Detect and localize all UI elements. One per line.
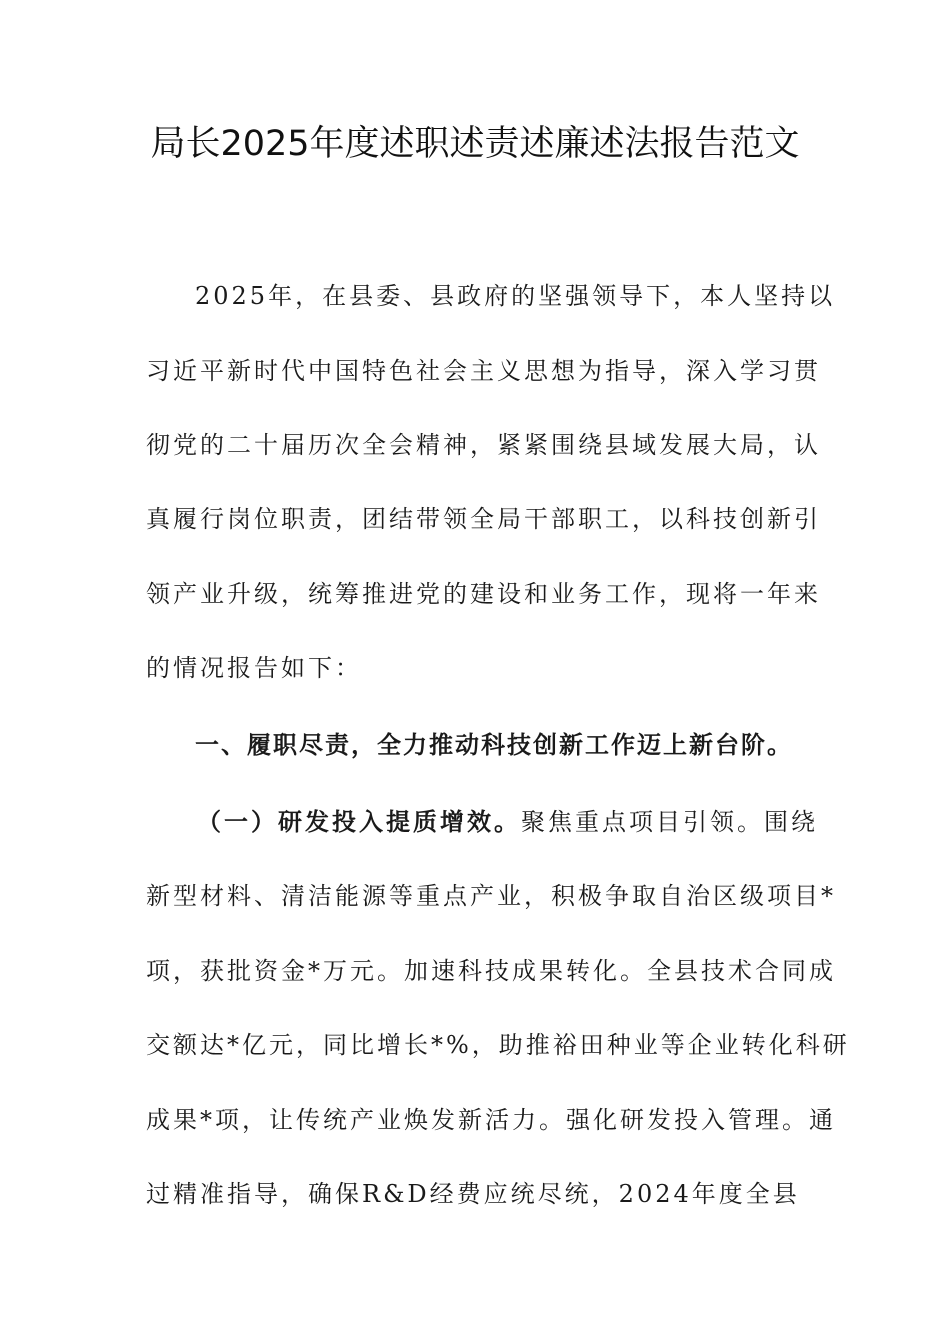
paragraph-line: 彻党的二十届历次全会精神，紧紧围绕县域发展大局，认 [146,431,821,459]
paragraph-line: 真履行岗位职责，团结带领全局干部职工，以科技创新引 [146,505,821,533]
paragraph-line: 的情况报告如下： [146,654,362,682]
paragraph-line: 交额达*亿元，同比增长*%，助推裕田种业等企业转化科研 [146,1031,850,1059]
paragraph-line: 过精准指导，确保R&D经费应统尽统，2024年度全县 [146,1180,800,1208]
subsection-heading: （一）研发投入提质增效。 [197,807,521,836]
section-heading: 一、履职尽责，全力推动科技创新工作迈上新台阶。 [195,730,793,759]
paragraph-line: 项，获批资金*万元。加速科技成果转化。全县技术合同成 [146,957,836,985]
paragraph-line: 成果*项，让传统产业焕发新活力。强化研发投入管理。通 [146,1106,836,1134]
paragraph-line: 习近平新时代中国特色社会主义思想为指导，深入学习贯 [146,357,821,385]
subsection-first-line [197,802,877,842]
paragraph-line: 2025年，在县委、县政府的坚强领导下，本人坚持以 [195,282,836,310]
document-title: 局长2025年度述职述责述廉述法报告范文 [150,124,800,164]
subsection-text: 聚焦重点项目引领。围绕 [521,808,818,836]
paragraph-line: 新型材料、清洁能源等重点产业，积极争取自治区级项目* [146,882,836,910]
paragraph-line: 领产业升级，统筹推进党的建设和业务工作，现将一年来 [146,580,821,608]
